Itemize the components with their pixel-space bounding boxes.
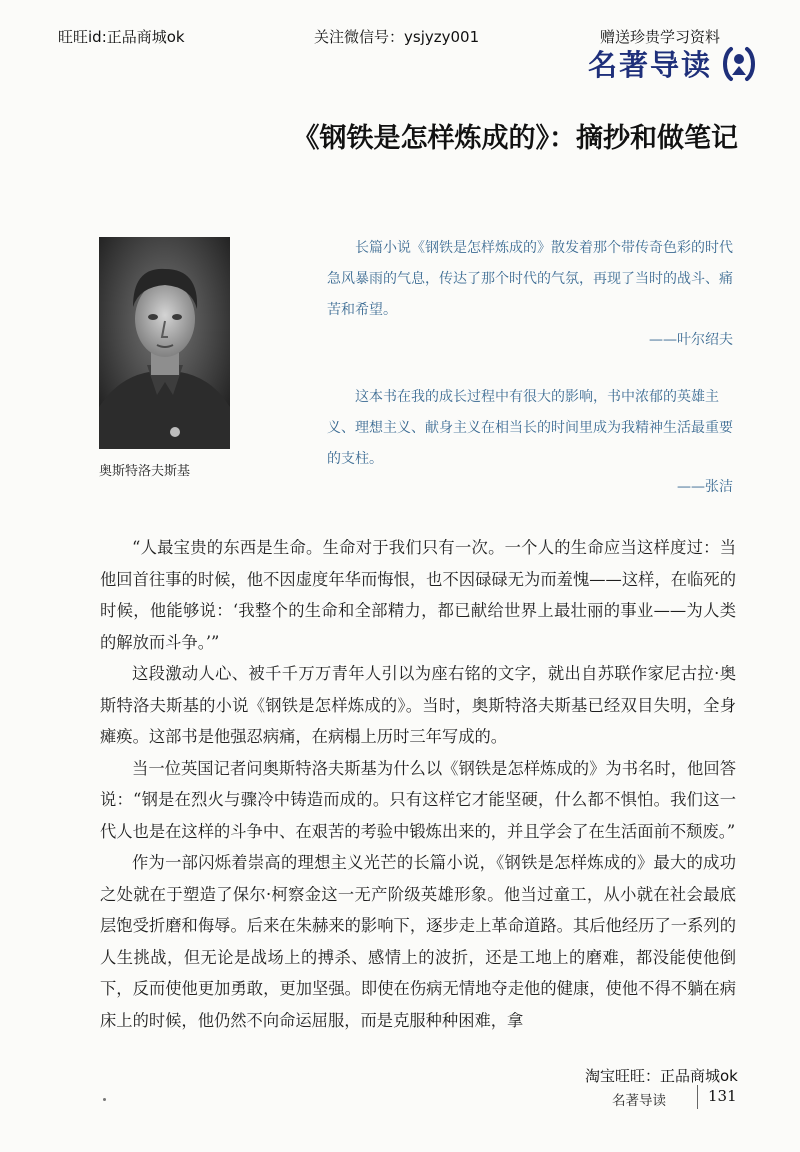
quote-attribution-1: ——叶尔绍夫 — [649, 332, 733, 348]
quote-attribution-2: ——张洁 — [677, 479, 733, 495]
page-speck — [103, 1098, 106, 1101]
header-wechat: 关注微信号：ysjyzy001 — [314, 28, 480, 46]
paragraph: 作为一部闪烁着崇高的理想主义光芒的长篇小说，《钢铁是怎样炼成的》最大的成功之处就在于塑造了保尔·柯察金这一无产阶级英雄形象。他当过童工，从小就在社会最底层饱受折磨和侮辱。后来在朱赫来的影响下，逐步走上革命道路。其后他经历了一系列的人生挑战，但无论是战场上的搏杀、感情上的波折，还是工地上的磨难，都没能使他倒下，反而使他更加勇敢，更加坚强。即使在伤病无情地夺走他的健康，使他不得不躺在病床上的时候，他仍然不向命运屈服，而是克服种种困难，拿 — [100, 853, 736, 1030]
page-number: 131 — [708, 1087, 737, 1105]
paragraph: 这段激动人心、被千千万万青年人引以为座右铭的文字，就出自苏联作家尼古拉·奥斯特洛夫斯基的小说《钢铁是怎样炼成的》。当时，奥斯特洛夫斯基已经双目失明，全身瘫痪。这部书是他强忍病痛，在病榻上历时三年写成的。 — [100, 664, 736, 746]
footer-shop-id: 淘宝旺旺：正品商城ok — [585, 1067, 738, 1085]
reader-icon — [720, 45, 758, 83]
author-photo — [99, 237, 230, 449]
article-body — [100, 532, 736, 1036]
photo-caption: 奥斯特洛夫斯基 — [99, 464, 191, 479]
quote-text-1: 长篇小说《钢铁是怎样炼成的》散发着那个带传奇色彩的时代急风暴雨的气息，传达了那个时代的气氛，再现了当时的战斗、痛苦和希望。 — [327, 240, 733, 318]
footer-section-name: 名著导读 — [612, 1093, 666, 1109]
header-promo: 赠送珍贵学习资料 — [600, 28, 721, 46]
footer-divider — [697, 1085, 698, 1109]
section-logo — [588, 43, 758, 84]
quote-text-2: 这本书在我的成长过程中有很大的影响，书中浓郁的英雄主义、理想主义、献身主义在相当长的时间里成为我精神生活最重要的支柱。 — [327, 389, 733, 467]
header-shop-id: 旺旺id:正品商城ok — [58, 28, 185, 46]
paragraph: 当一位英国记者问奥斯特洛夫斯基为什么以《钢铁是怎样炼成的》为书名时，他回答说：“钢是在烈火与骤冷中铸造而成的。只有这样它才能坚硬，什么都不惧怕。我们这一代人也是在这样的斗争中、在艰苦的考验中锻炼出来的，并且学会了在生活面前不颓废。” — [100, 758, 736, 841]
article-title: 《钢铁是怎样炼成的》：摘抄和做笔记 — [292, 123, 738, 154]
section-title: 名著导读 — [588, 48, 713, 82]
paragraph: “人最宝贵的东西是生命。生命对于我们只有一次。一个人的生命应当这样度过：当他回首往事的时候，他不因虚度年华而悔恨，也不因碌碌无为而羞愧——这样，在临死的时候，他能够说：‘我整个的生命和全部精力，都已献给世界上最壮丽的事业——为人类的解放而斗争。’” — [100, 538, 736, 652]
